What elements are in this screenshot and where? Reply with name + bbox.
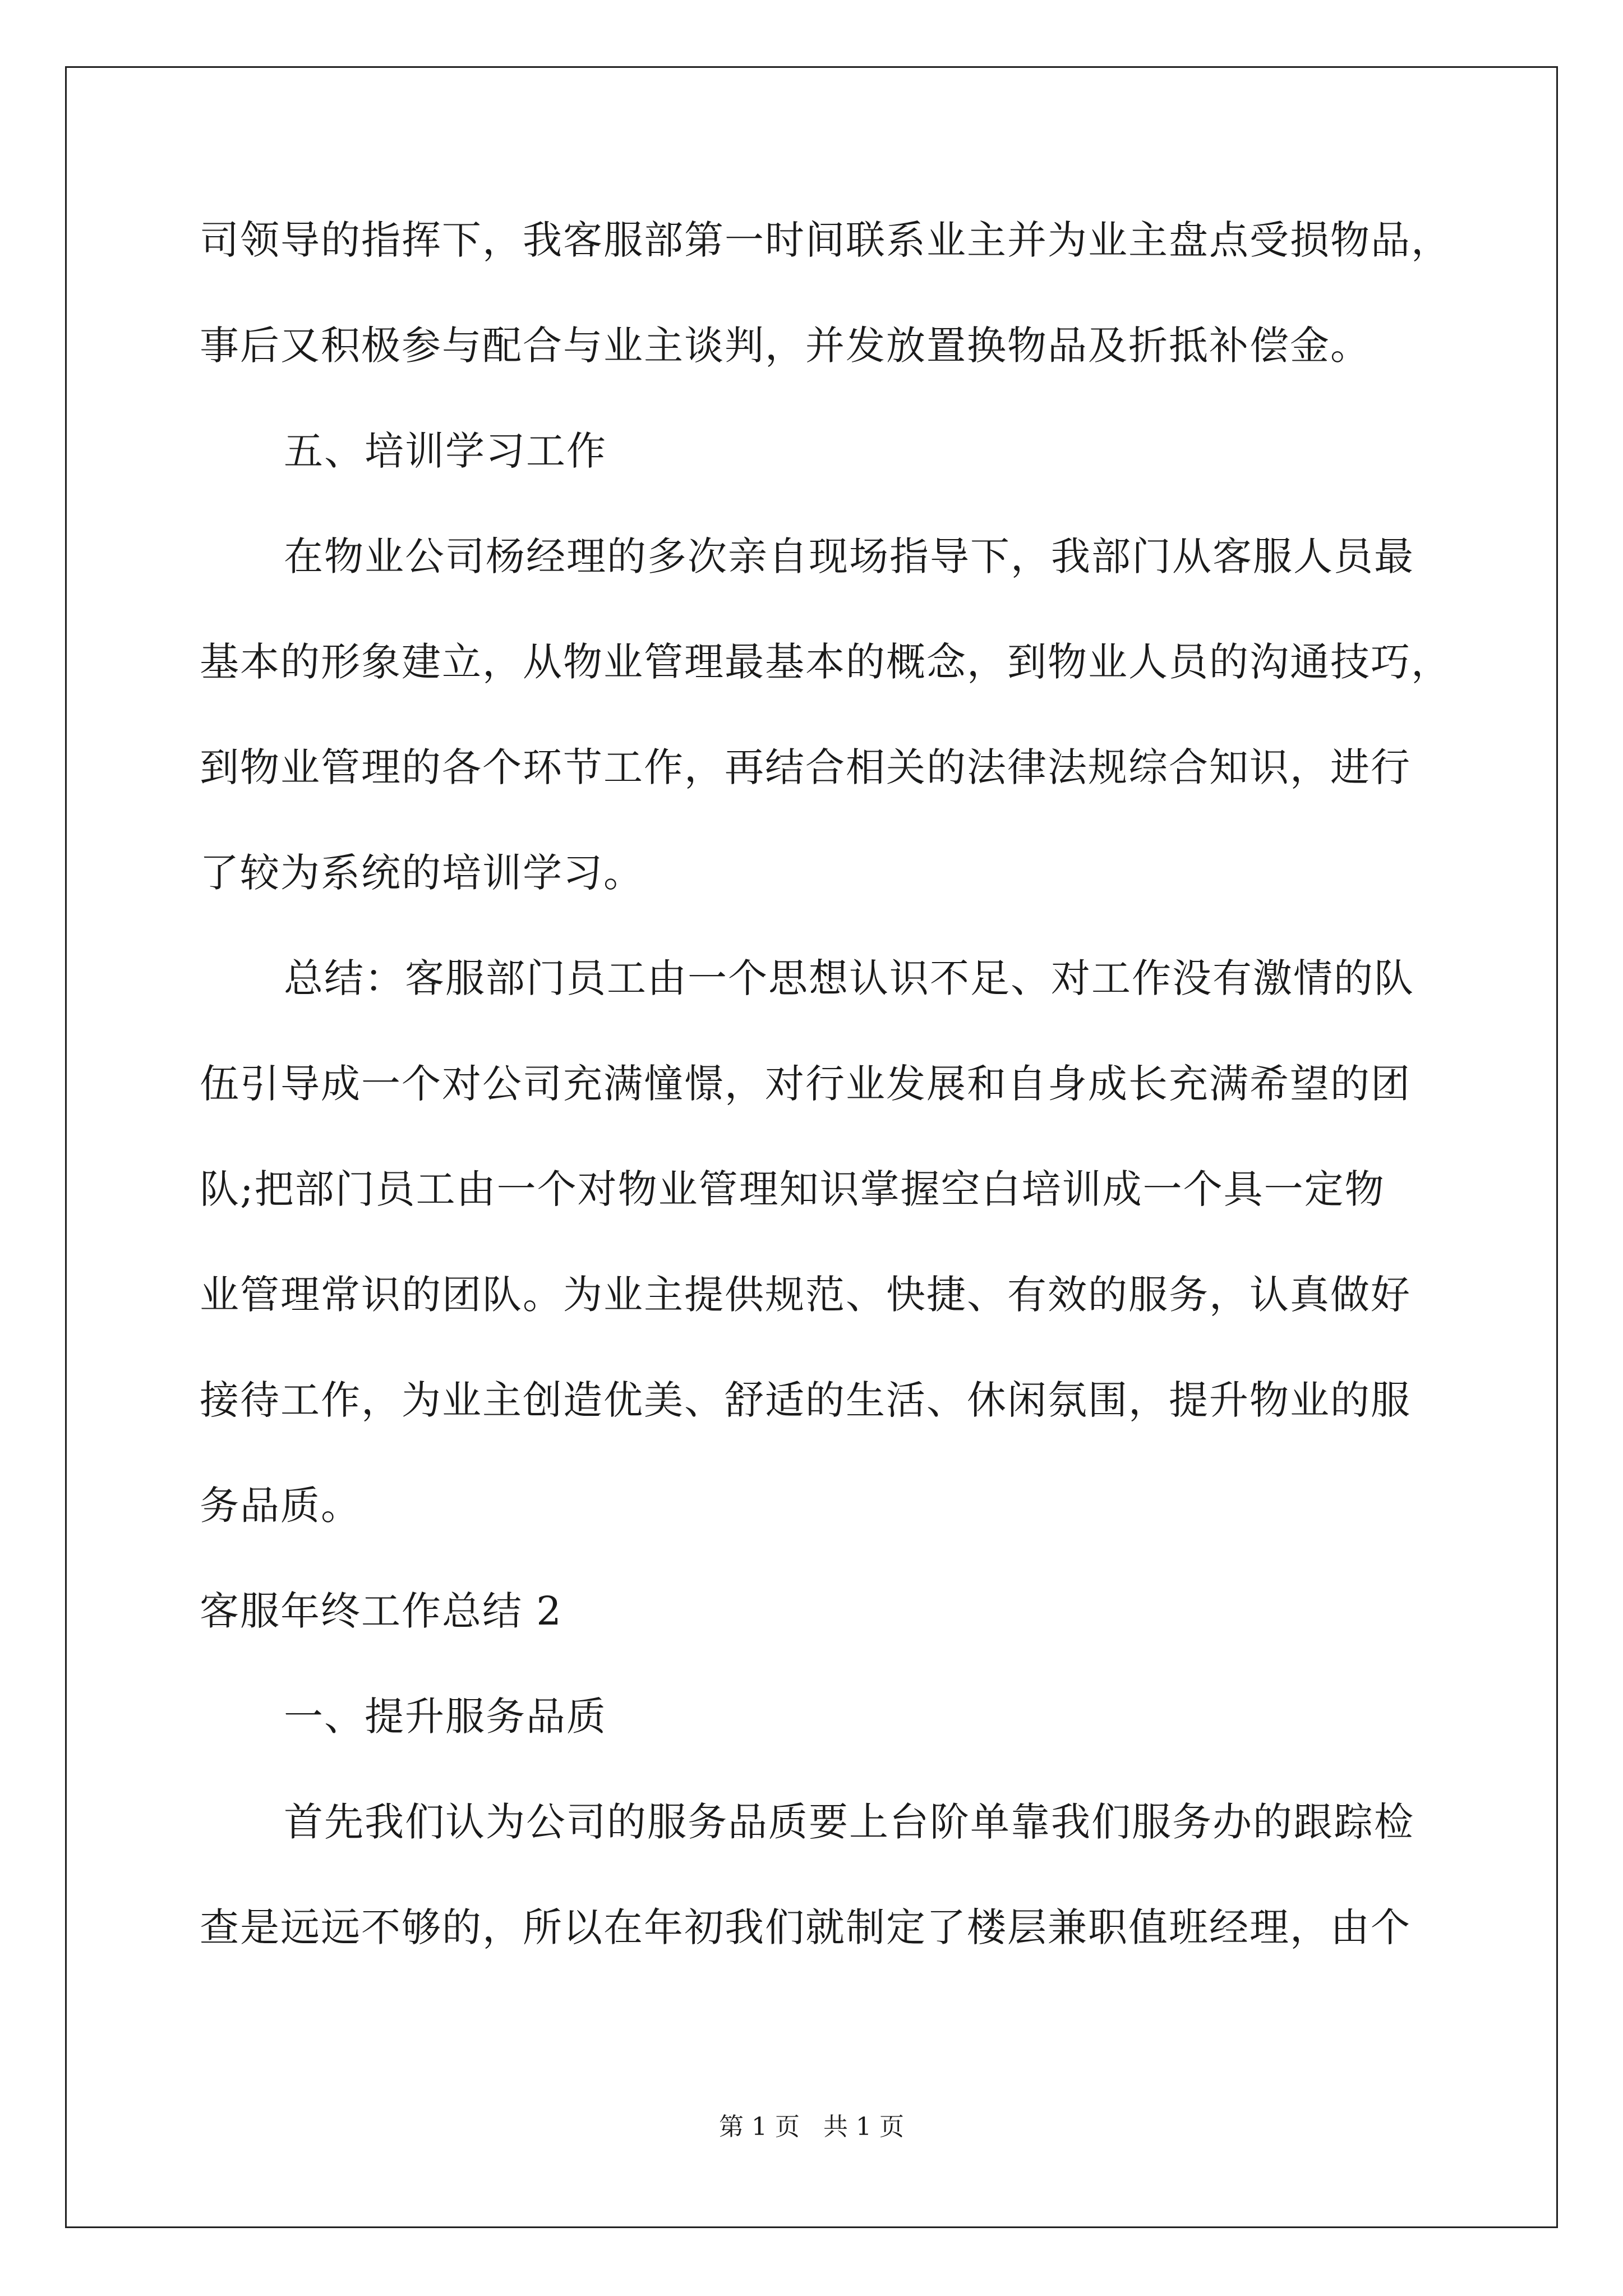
paragraph-first-line: 总结：客服部门员工由一个思想认识不足、对工作没有激情的队 xyxy=(284,955,1414,1001)
paragraph-first-line: 在物业公司杨经理的多次亲自现场指导下，我部门从客服人员最 xyxy=(284,533,1414,579)
page-footer: 第 1 页 共 1 页 xyxy=(719,2113,904,2141)
body-line: 事后又积极参与配合与业主谈判，并发放置换物品及折抵补偿金。 xyxy=(200,323,1371,369)
body-line: 队;把部门员工由一个对物业管理知识掌握空白培训成一个具一定物 xyxy=(200,1166,1385,1212)
paragraph-first-line: 首先我们认为公司的服务品质要上台阶单靠我们服务办的跟踪检 xyxy=(284,1799,1414,1845)
body-line: 司领导的指挥下，我客服部第一时间联系业主并为业主盘点受损物品， xyxy=(200,217,1451,263)
body-line: 伍引导成一个对公司充满憧憬，对行业发展和自身成长充满希望的团 xyxy=(200,1061,1411,1107)
body-line: 业管理常识的团队。为业主提供规范、快捷、有效的服务，认真做好 xyxy=(200,1272,1411,1318)
section-heading: 五、培训学习工作 xyxy=(284,428,607,474)
section-heading: 一、提升服务品质 xyxy=(284,1694,607,1740)
body-line: 到物业管理的各个环节工作，再结合相关的法律法规综合知识，进行 xyxy=(200,744,1411,790)
body-line: 查是远远不够的，所以在年初我们就制定了楼层兼职值班经理，由个 xyxy=(200,1904,1411,1950)
body-line: 务品质。 xyxy=(200,1483,361,1529)
body-line: 基本的形象建立，从物业管理最基本的概念，到物业人员的沟通技巧， xyxy=(200,639,1451,685)
document-title: 客服年终工作总结 2 xyxy=(200,1588,562,1634)
body-line: 了较为系统的培训学习。 xyxy=(200,850,644,896)
body-line: 接待工作，为业主创造优美、舒适的生活、休闲氛围，提升物业的服 xyxy=(200,1377,1411,1423)
